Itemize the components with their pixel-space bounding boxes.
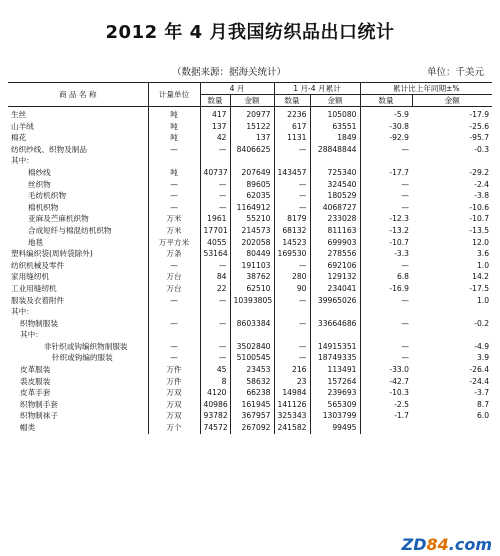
cell-yoy-qty: -5.9 [394, 110, 410, 119]
cell-yoy-qty: — [401, 260, 410, 270]
table-row [8, 237, 492, 249]
cell-cum-qty: 280 [274, 271, 310, 283]
cell-yoy-amt: -95.7 [469, 133, 490, 143]
table-row [8, 155, 492, 167]
table-row [8, 167, 492, 179]
cell-april-qty: 74572 [200, 422, 230, 434]
cell-name: 纺织机械及零件 [8, 260, 148, 272]
cell-yoy-amt [412, 155, 492, 167]
header-cum-qty: 数量 [274, 95, 310, 107]
cell-name: 针织或钩编的服装 [8, 352, 148, 364]
cell-unit: — [148, 144, 200, 156]
cell-april-amt: 89605 [230, 179, 274, 191]
cell-april-qty: 137 [200, 121, 230, 133]
cell-april-qty: 22 [200, 283, 230, 295]
cell-unit [148, 329, 200, 341]
header-cum-amt: 金额 [310, 95, 360, 107]
cell-unit: 万米 [148, 213, 200, 225]
cell-yoy-amt: -24.4 [469, 376, 490, 386]
cell-april-qty: 40986 [200, 399, 230, 411]
cell-yoy-amt: 3.6 [476, 249, 490, 259]
table-row [8, 283, 492, 295]
cell-yoy-qty [360, 306, 412, 318]
header-yoy: 累计比上年同期±% [360, 83, 492, 95]
table-row [8, 422, 492, 434]
cell-unit: 吨 [148, 132, 200, 144]
cell-april-amt: 161945 [230, 399, 274, 411]
cell-april-amt: 367957 [230, 410, 274, 422]
cell-april-amt: 8603384 [230, 318, 274, 330]
cell-cum-amt [310, 329, 360, 341]
cell-cum-qty: 141126 [274, 399, 310, 411]
cell-yoy-qty: -3.3 [394, 249, 410, 259]
cell-cum-qty: 68132 [274, 225, 310, 237]
cell-april-amt: 38762 [230, 271, 274, 283]
cell-april-qty: — [200, 260, 230, 272]
cell-cum-amt: 565309 [310, 399, 360, 411]
cell-april-qty [200, 155, 230, 167]
cell-april-amt [230, 155, 274, 167]
cell-name: 塑料编织袋(周转袋除外) [8, 248, 148, 260]
cell-cum-amt: 39965026 [310, 295, 360, 307]
cell-cum-amt: 692106 [310, 260, 360, 272]
cell-yoy-amt [412, 422, 492, 434]
cell-cum-qty: 90 [274, 283, 310, 295]
table-row [8, 179, 492, 191]
cell-april-qty: 93782 [200, 410, 230, 422]
cell-cum-amt: 180529 [310, 190, 360, 202]
cell-unit: 万双 [148, 399, 200, 411]
cell-yoy-qty: — [401, 191, 410, 201]
cell-cum-amt: 233028 [310, 213, 360, 225]
cell-yoy-amt: -26.4 [469, 365, 490, 375]
cell-april-amt: 8406625 [230, 144, 274, 156]
cell-unit: — [148, 202, 200, 214]
cell-yoy-qty: -42.7 [389, 376, 410, 386]
header-yoy-qty: 数量 [360, 95, 412, 107]
table-body [8, 107, 492, 434]
header-name: 商 品 名 称 [8, 83, 148, 107]
table-row [8, 190, 492, 202]
cell-april-amt: 23453 [230, 364, 274, 376]
cell-cum-amt: 113491 [310, 364, 360, 376]
cell-unit: — [148, 352, 200, 364]
table-row [8, 329, 492, 341]
cell-yoy-amt: 14.2 [472, 272, 490, 282]
cell-yoy-qty [360, 422, 412, 434]
cell-april-qty: 417 [200, 107, 230, 121]
cell-yoy-amt: 1.0 [476, 260, 490, 270]
cell-cum-qty: — [274, 179, 310, 191]
cell-cum-qty: 2236 [274, 107, 310, 121]
source-note: （数据来源：据海关统计） [172, 67, 287, 78]
cell-april-amt: 214573 [230, 225, 274, 237]
cell-april-qty: — [200, 295, 230, 307]
cell-cum-qty: — [274, 352, 310, 364]
cell-yoy-amt: -3.8 [474, 191, 490, 201]
cell-april-amt: 80449 [230, 248, 274, 260]
cell-unit: — [148, 179, 200, 191]
cell-cum-amt: 1303799 [310, 410, 360, 422]
cell-name: 其中： [8, 306, 148, 318]
cell-april-amt: 1164912 [230, 202, 274, 214]
cell-unit: — [148, 190, 200, 202]
table-row [8, 352, 492, 364]
table-row [8, 121, 492, 133]
cell-yoy-amt: 3.9 [476, 353, 490, 363]
cell-yoy-qty: — [401, 202, 410, 212]
cell-yoy-amt: -10.6 [469, 202, 490, 212]
cell-april-amt: 137 [230, 132, 274, 144]
cell-cum-amt: 725340 [310, 167, 360, 179]
cell-cum-qty: 14984 [274, 387, 310, 399]
cell-yoy-amt: -29.2 [469, 167, 490, 177]
cell-unit: 万个 [148, 422, 200, 434]
cell-name: 棉花 [8, 132, 148, 144]
cell-april-qty: 17701 [200, 225, 230, 237]
cell-yoy-amt: 6.0 [476, 411, 490, 421]
cell-april-amt: 3502840 [230, 341, 274, 353]
cell-yoy-qty: -1.7 [394, 411, 410, 421]
cell-april-qty: 53164 [200, 248, 230, 260]
cell-yoy-amt: -2.4 [474, 179, 490, 189]
header-unit: 计量单位 [148, 83, 200, 107]
watermark-logo: ZD84.com [401, 535, 492, 554]
cell-name: 皮革服装 [8, 364, 148, 376]
cell-unit: — [148, 341, 200, 353]
cell-yoy-amt: -25.6 [469, 121, 490, 131]
cell-april-amt: 267092 [230, 422, 274, 434]
cell-cum-qty: 241582 [274, 422, 310, 434]
table-row [8, 144, 492, 156]
cell-cum-amt: 18749335 [310, 352, 360, 364]
cell-yoy-qty: — [401, 295, 410, 305]
cell-cum-qty: 325343 [274, 410, 310, 422]
cell-yoy-qty: -2.5 [394, 399, 410, 409]
cell-unit: 万条 [148, 248, 200, 260]
cell-cum-amt [310, 306, 360, 318]
table-row [8, 132, 492, 144]
table-row [8, 260, 492, 272]
cell-name: 地毯 [8, 237, 148, 249]
cell-cum-amt: 33664686 [310, 318, 360, 330]
header-jan-apr: 1 月-4 月累计 [274, 83, 360, 95]
export-statistics-table [8, 82, 492, 434]
cell-cum-amt: 129132 [310, 271, 360, 283]
cell-unit: 万件 [148, 376, 200, 388]
table-row [8, 387, 492, 399]
table-row [8, 202, 492, 214]
cell-april-amt: 62510 [230, 283, 274, 295]
table-header [8, 83, 492, 107]
cell-unit: — [148, 318, 200, 330]
cell-name: 棉纱线 [8, 167, 148, 179]
cell-cum-qty: 143457 [274, 167, 310, 179]
cell-april-qty [200, 329, 230, 341]
cell-april-amt: 207649 [230, 167, 274, 179]
cell-yoy-qty: -10.3 [389, 388, 410, 398]
cell-cum-qty: 216 [274, 364, 310, 376]
cell-yoy-qty [360, 329, 412, 341]
table-row [8, 376, 492, 388]
cell-name: 毛纺机织物 [8, 190, 148, 202]
cell-unit: 万双 [148, 410, 200, 422]
cell-yoy-qty: — [401, 353, 410, 363]
cell-yoy-qty: — [401, 179, 410, 189]
cell-cum-amt: 1849 [310, 132, 360, 144]
cell-unit: 万件 [148, 364, 200, 376]
page-title: 2012 年 4 月我国纺织品出口统计 [105, 22, 395, 43]
cell-yoy-amt: 1.0 [476, 295, 490, 305]
header-april-qty: 数量 [200, 95, 230, 107]
cell-cum-qty [274, 306, 310, 318]
table-row [8, 248, 492, 260]
cell-unit: 万双 [148, 387, 200, 399]
unit-note: 单位：千美元 [426, 67, 484, 78]
cell-name: 其中： [8, 155, 148, 167]
cell-cum-qty: 617 [274, 121, 310, 133]
cell-april-qty: — [200, 352, 230, 364]
cell-april-qty: — [200, 190, 230, 202]
cell-yoy-qty: -13.2 [389, 225, 410, 235]
cell-cum-amt: 63551 [310, 121, 360, 133]
cell-april-amt: 66238 [230, 387, 274, 399]
cell-april-qty [200, 306, 230, 318]
cell-april-amt: 15122 [230, 121, 274, 133]
cell-cum-amt: 239693 [310, 387, 360, 399]
cell-unit: — [148, 260, 200, 272]
cell-unit: — [148, 295, 200, 307]
table-row [8, 410, 492, 422]
cell-april-qty: 4120 [200, 387, 230, 399]
cell-april-qty: — [200, 341, 230, 353]
cell-cum-amt: 811163 [310, 225, 360, 237]
cell-unit [148, 306, 200, 318]
cell-april-qty: 1961 [200, 213, 230, 225]
cell-name: 山羊绒 [8, 121, 148, 133]
cell-name: 丝织物 [8, 179, 148, 191]
cell-yoy-qty: — [401, 144, 410, 154]
cell-cum-amt: 4068727 [310, 202, 360, 214]
header-april-amt: 金额 [230, 95, 274, 107]
cell-cum-amt: 14915351 [310, 341, 360, 353]
cell-name: 棉机织物 [8, 202, 148, 214]
table-row [8, 225, 492, 237]
cell-name: 帽类 [8, 422, 148, 434]
cell-april-qty: — [200, 318, 230, 330]
cell-name: 织物制手套 [8, 399, 148, 411]
cell-yoy-amt: -4.9 [474, 341, 490, 351]
cell-yoy-qty: -33.0 [389, 365, 410, 375]
cell-name: 服装及衣着附件 [8, 295, 148, 307]
cell-name: 合成短纤与棉混纺机织物 [8, 225, 148, 237]
cell-unit: 万台 [148, 271, 200, 283]
cell-cum-qty: — [274, 260, 310, 272]
cell-cum-amt: 324540 [310, 179, 360, 191]
cell-yoy-qty: -10.7 [389, 237, 410, 247]
table-row [8, 364, 492, 376]
cell-cum-qty: — [274, 202, 310, 214]
cell-yoy-amt [412, 329, 492, 341]
cell-name: 生丝 [8, 107, 148, 121]
cell-yoy-qty: 6.8 [396, 272, 410, 282]
cell-yoy-amt: -3.7 [474, 388, 490, 398]
cell-cum-qty [274, 155, 310, 167]
cell-april-amt: 5100545 [230, 352, 274, 364]
cell-yoy-amt: 8.7 [476, 399, 490, 409]
cell-cum-amt: 99495 [310, 422, 360, 434]
cell-yoy-amt: -17.9 [469, 110, 490, 119]
table-row [8, 107, 492, 121]
cell-cum-qty: — [274, 190, 310, 202]
cell-april-amt: 58632 [230, 376, 274, 388]
cell-yoy-amt: -0.2 [474, 318, 490, 328]
cell-april-qty: 40737 [200, 167, 230, 179]
cell-yoy-amt: -17.5 [469, 283, 490, 293]
cell-april-amt: 62035 [230, 190, 274, 202]
cell-unit [148, 155, 200, 167]
table-row [8, 295, 492, 307]
cell-yoy-qty: -12.3 [389, 214, 410, 224]
cell-yoy-amt: 12.0 [472, 237, 490, 247]
cell-unit: 万米 [148, 225, 200, 237]
cell-april-qty: 42 [200, 132, 230, 144]
cell-name: 亚麻及苎麻机织物 [8, 213, 148, 225]
cell-yoy-amt: -0.3 [474, 144, 490, 154]
header-yoy-amt: 金额 [412, 95, 492, 107]
cell-yoy-amt: -10.7 [469, 214, 490, 224]
table-row [8, 341, 492, 353]
cell-yoy-qty: -30.8 [389, 121, 410, 131]
cell-yoy-qty [360, 155, 412, 167]
cell-april-amt [230, 329, 274, 341]
cell-april-amt [230, 306, 274, 318]
cell-cum-amt: 699903 [310, 237, 360, 249]
cell-name: 织物制袜子 [8, 410, 148, 422]
cell-unit: 吨 [148, 121, 200, 133]
cell-april-qty: — [200, 202, 230, 214]
cell-cum-qty [274, 329, 310, 341]
cell-cum-qty: 8179 [274, 213, 310, 225]
cell-cum-amt [310, 155, 360, 167]
cell-cum-qty: 23 [274, 376, 310, 388]
cell-yoy-amt [412, 306, 492, 318]
cell-name: 裘皮服装 [8, 376, 148, 388]
cell-yoy-amt: -13.5 [469, 225, 490, 235]
cell-cum-qty: 1131 [274, 132, 310, 144]
cell-april-qty: 8 [200, 376, 230, 388]
table-row [8, 271, 492, 283]
table-row [8, 399, 492, 411]
cell-april-amt: 20977 [230, 107, 274, 121]
cell-name: 家用缝纫机 [8, 271, 148, 283]
cell-yoy-qty: — [401, 341, 410, 351]
cell-cum-qty: — [274, 144, 310, 156]
cell-name: 织物制服装 [8, 318, 148, 330]
table-row [8, 213, 492, 225]
cell-cum-amt: 28848844 [310, 144, 360, 156]
cell-april-amt: 10393805 [230, 295, 274, 307]
cell-april-amt: 191103 [230, 260, 274, 272]
cell-name: 工业用缝纫机 [8, 283, 148, 295]
cell-april-qty: — [200, 144, 230, 156]
cell-unit: 吨 [148, 167, 200, 179]
cell-name: 皮革手套 [8, 387, 148, 399]
cell-cum-amt: 157264 [310, 376, 360, 388]
cell-april-qty: 84 [200, 271, 230, 283]
cell-unit: 万平方米 [148, 237, 200, 249]
table-row [8, 306, 492, 318]
cell-unit: 吨 [148, 107, 200, 121]
header-april: 4 月 [200, 83, 274, 95]
cell-cum-qty: — [274, 318, 310, 330]
cell-cum-amt: 105080 [310, 107, 360, 121]
cell-name: 纺织纱线、织物及制品 [8, 144, 148, 156]
cell-cum-amt: 278556 [310, 248, 360, 260]
cell-april-amt: 202058 [230, 237, 274, 249]
table-row [8, 318, 492, 330]
cell-cum-qty: 14523 [274, 237, 310, 249]
cell-cum-amt: 234041 [310, 283, 360, 295]
cell-name: 非针织或钩编织物制服装 [8, 341, 148, 353]
cell-cum-qty: — [274, 295, 310, 307]
cell-name: 其中： [8, 329, 148, 341]
cell-april-qty: 45 [200, 364, 230, 376]
cell-april-qty: 4055 [200, 237, 230, 249]
cell-april-amt: 55210 [230, 213, 274, 225]
cell-cum-qty: — [274, 341, 310, 353]
cell-april-qty: — [200, 179, 230, 191]
cell-cum-qty: 169530 [274, 248, 310, 260]
cell-yoy-qty: -16.9 [389, 283, 410, 293]
cell-yoy-qty: — [401, 318, 410, 328]
cell-unit: 万台 [148, 283, 200, 295]
cell-yoy-qty: -17.7 [389, 167, 410, 177]
cell-yoy-qty: -92.9 [389, 133, 410, 143]
